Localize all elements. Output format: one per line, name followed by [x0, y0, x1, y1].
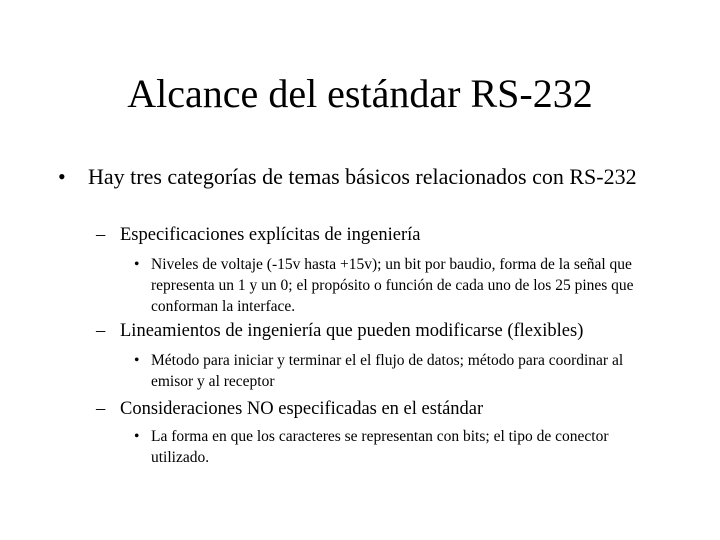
detail-item [134, 254, 654, 317]
detail-bullet-marker: • [134, 256, 140, 273]
dash-marker: – [96, 399, 106, 419]
subitem-engineering-specs [96, 224, 676, 246]
bullet-item [58, 164, 658, 190]
detail-text: La forma en que los caracteres se representan con bits; el tipo de conector utilizado. [151, 428, 609, 466]
subitem-text: Lineamientos de ingeniería que pueden modificarse (flexibles) [120, 321, 584, 341]
detail-text: Método para iniciar y terminar el el flujo de datos; método para coordinar al emisor y al receptor [151, 352, 624, 390]
dash-marker: – [96, 321, 106, 341]
bullet-marker: • [58, 164, 66, 189]
detail-item [134, 350, 654, 392]
subitem-text: Consideraciones NO especificadas en el estándar [120, 399, 484, 419]
detail-bullet-marker: • [134, 428, 140, 445]
subitem-flexible-guidelines [96, 320, 676, 342]
dash-marker: – [96, 225, 106, 245]
bullet-text: Hay tres categorías de temas básicos relacionados con RS-232 [88, 164, 637, 189]
slide-title: Alcance del estándar RS-232 [127, 71, 593, 116]
subitem-text: Especificaciones explícitas de ingeniería [120, 225, 421, 245]
detail-bullet-marker: • [134, 352, 140, 369]
detail-item [134, 426, 654, 468]
detail-text: Niveles de voltaje (-15v hasta +15v); un bit por baudio, forma de la señal que representa un 1 y un 0; el propósito o función de cada uno de los 25 pines que conforman la interface. [151, 256, 634, 315]
subitem-unspecified-considerations [96, 398, 676, 420]
